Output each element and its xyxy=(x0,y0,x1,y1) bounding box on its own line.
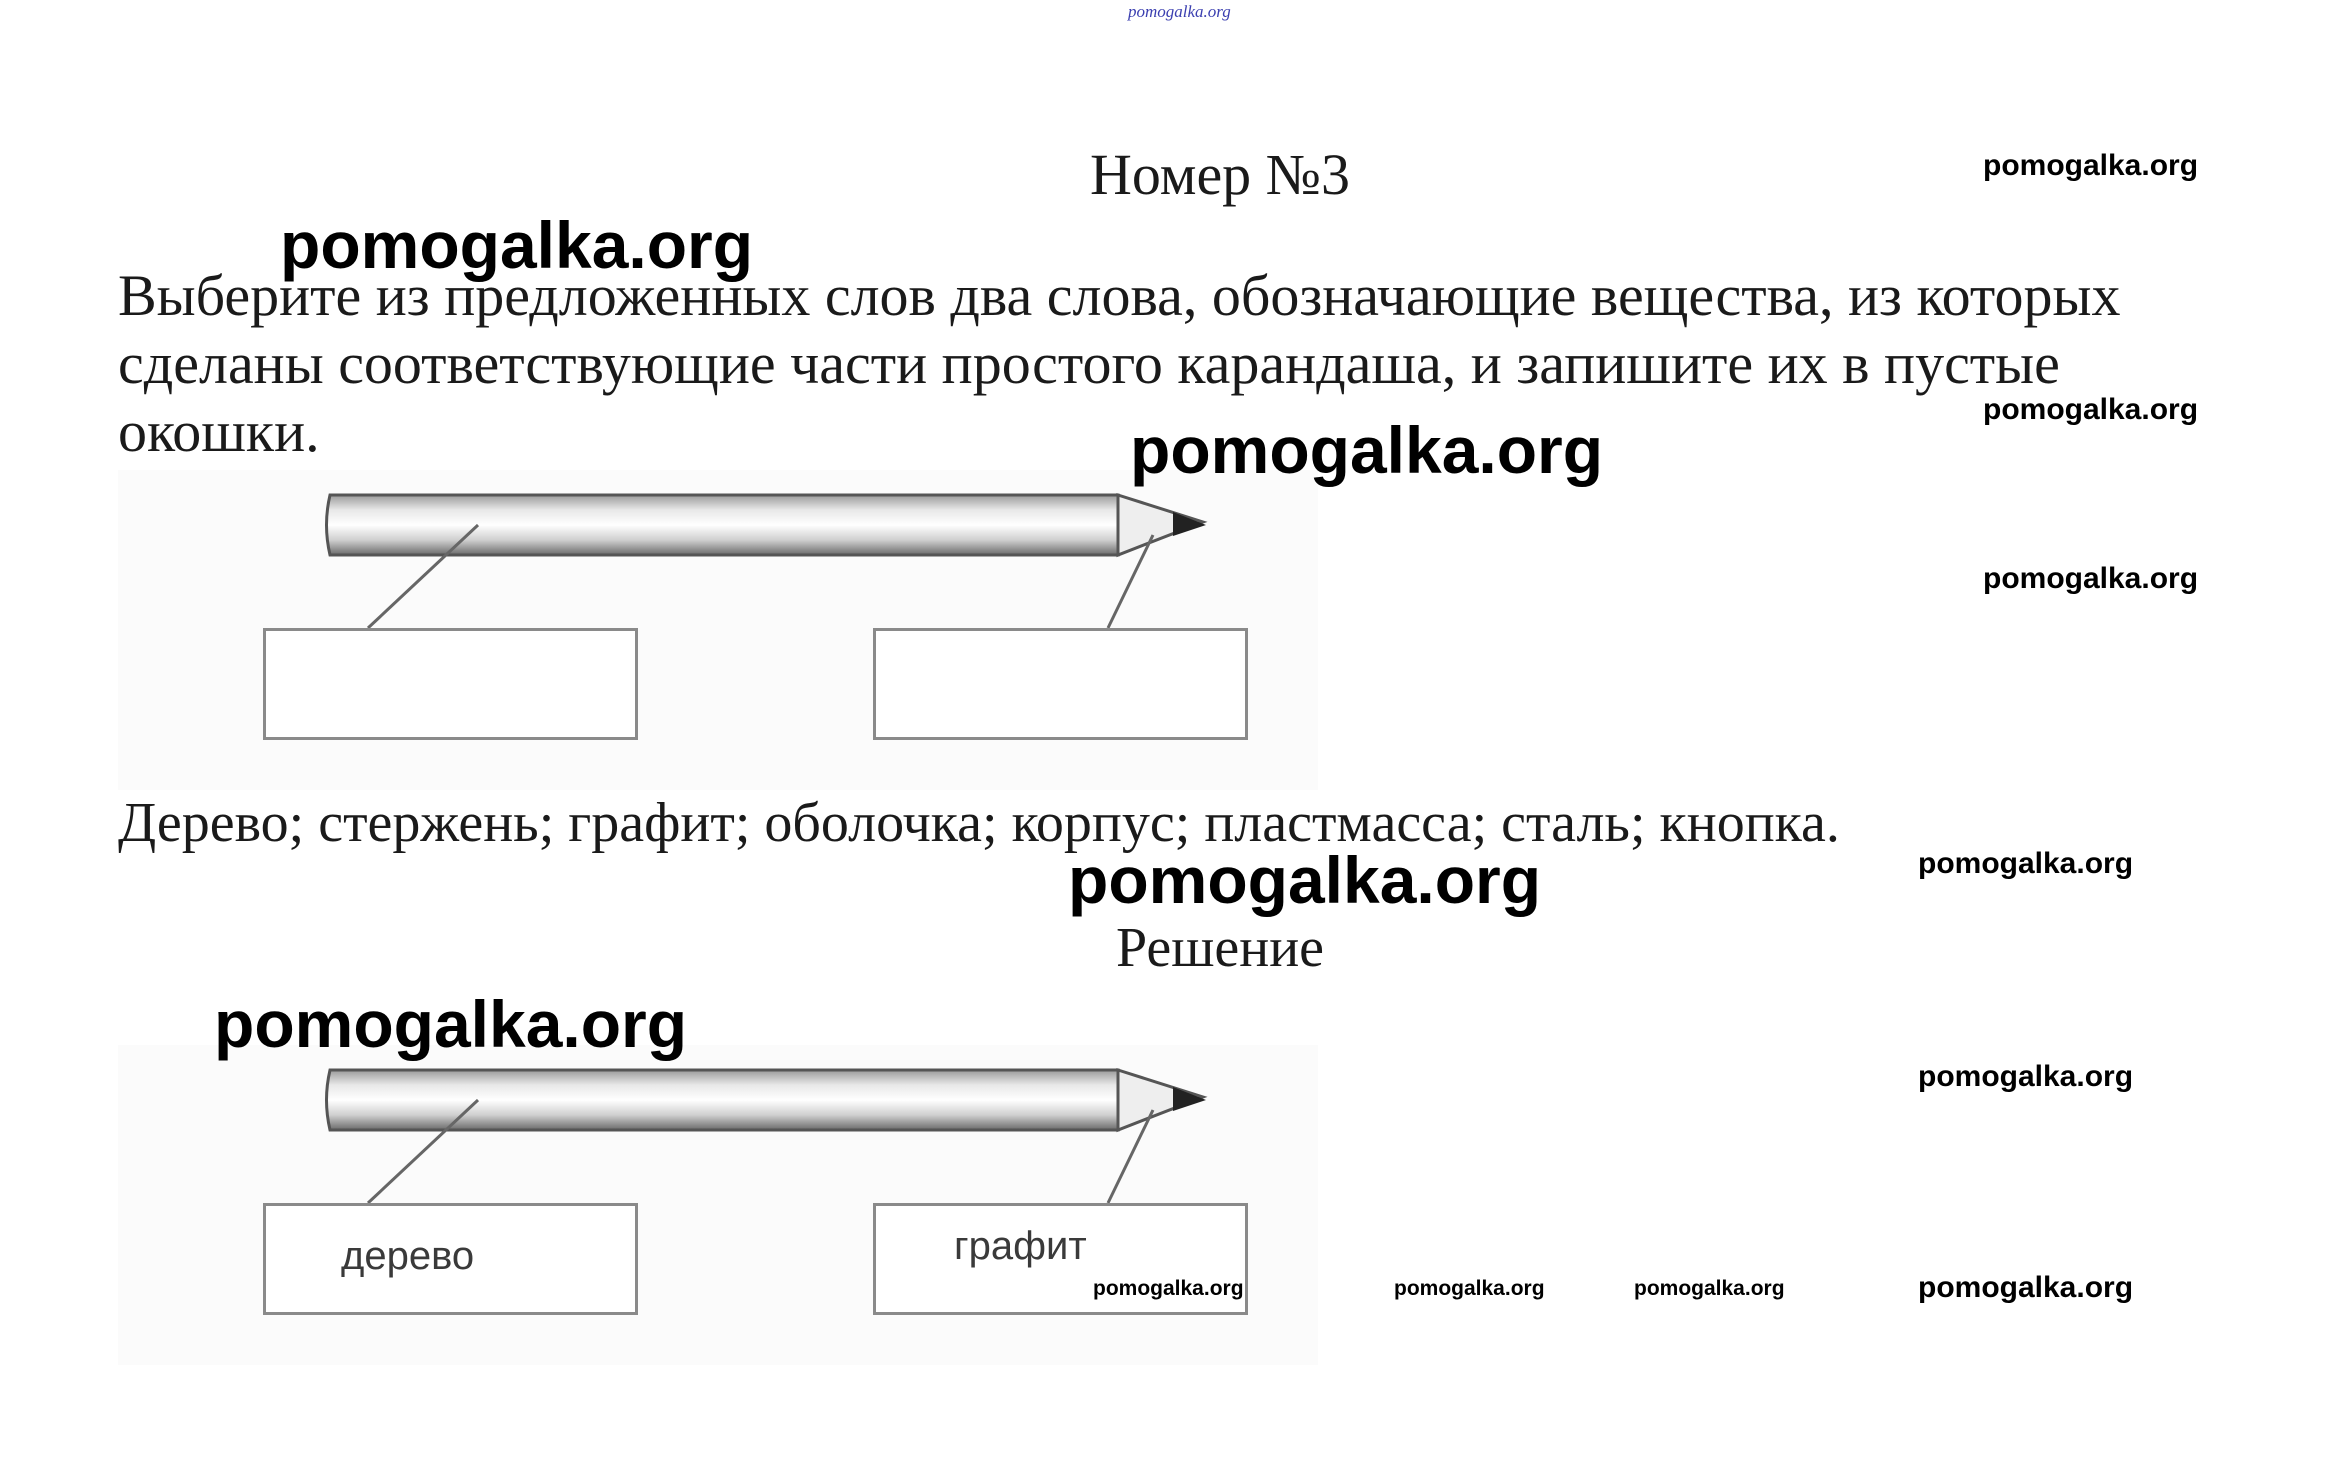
watermark: pomogalka.org xyxy=(1394,1277,1545,1300)
answer-right: графит xyxy=(954,1224,1087,1268)
watermark: pomogalka.org xyxy=(1093,1277,1244,1300)
pencil-figure-question xyxy=(118,470,1318,790)
solution-title: Решение xyxy=(1115,917,1325,979)
top-watermark: pomogalka.org xyxy=(1128,2,1231,21)
watermark: pomogalka.org xyxy=(1918,1060,2134,1093)
watermark: pomogalka.org xyxy=(1918,847,2134,880)
answer-box-left xyxy=(263,628,638,740)
page-title: Номер №3 xyxy=(1089,142,1351,207)
watermark: pomogalka.org xyxy=(1918,1271,2134,1304)
watermark: pomogalka.org xyxy=(1130,413,1604,487)
pencil-figure-solution xyxy=(118,1045,1318,1365)
watermark: pomogalka.org xyxy=(214,987,688,1061)
watermark: pomogalka.org xyxy=(1983,562,2199,595)
watermark: pomogalka.org xyxy=(1068,843,1542,917)
answer-box-right xyxy=(873,628,1248,740)
task-text: Выберите из предложенных слов два слова, обозначающие вещества, из которых сделаны соответствующие части простого карандаша, и запишите их в пустые окошки. xyxy=(118,263,2121,464)
watermark: pomogalka.org xyxy=(1983,149,2199,182)
watermark: pomogalka.org xyxy=(1983,393,2199,426)
watermark: pomogalka.org xyxy=(280,208,754,282)
answer-left: дерево xyxy=(341,1234,475,1278)
answer-box-left xyxy=(263,1203,638,1315)
word-list: Дерево; стержень; графит; оболочка; корпус; пластмасса; сталь; кнопка. xyxy=(118,792,1840,854)
watermark: pomogalka.org xyxy=(1634,1277,1785,1300)
